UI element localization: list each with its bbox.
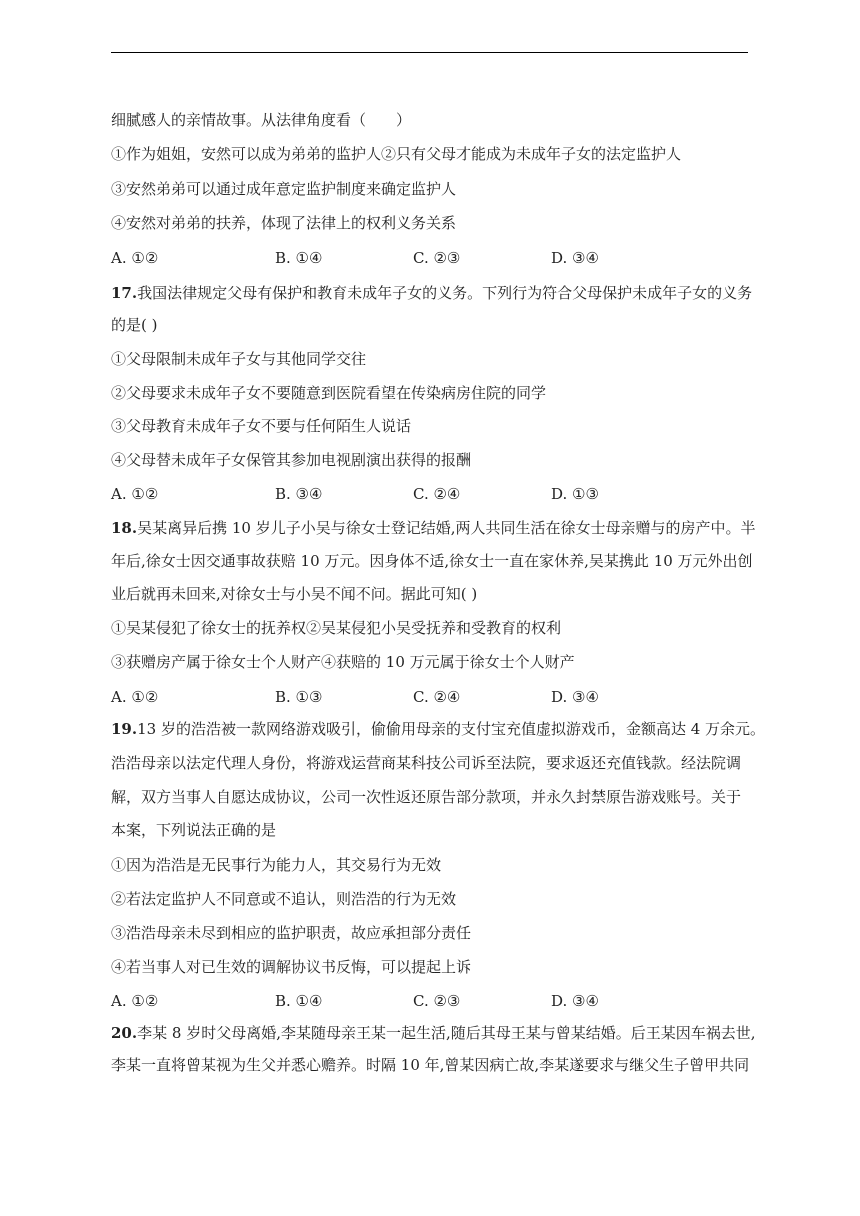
q19-stem-line-4: 本案，下列说法正确的是 <box>111 821 277 839</box>
q18-option-b: B. ①③ <box>275 688 323 706</box>
q17-option-a: A. ①② <box>111 485 159 503</box>
q19-option-d: D. ③④ <box>551 992 599 1010</box>
q18-stem-line-2: 年后,徐女士因交通事故获赔 10 万元。因身体不适,徐女士一直在家休养,吴某携此 10 万元外出创 <box>111 552 753 570</box>
q19-item-2: ②若法定监护人不同意或不追认，则浩浩的行为无效 <box>111 890 457 908</box>
q18-stem-line-1: 18.吴某离异后携 10 岁儿子小吴与徐女士登记结婚,两人共同生活在徐女士母亲赠与的房产中。半 <box>111 519 756 537</box>
q16-option-d: D. ③④ <box>551 249 599 267</box>
q16-option-c: C. ②③ <box>413 249 461 267</box>
q17-item-2: ②父母要求未成年子女不要随意到医院看望在传染病房住院的同学 <box>111 384 547 402</box>
q19-item-3: ③浩浩母亲未尽到相应的监护职责，故应承担部分责任 <box>111 924 472 942</box>
q20-stem-line-1: 20.李某 8 岁时父母离婚,李某随母亲王某一起生活,随后其母王某与曾某结婚。后王某因车祸去世, <box>111 1024 756 1042</box>
q17-option-c: C. ②④ <box>413 485 461 503</box>
q19-number: 19. <box>111 720 138 738</box>
q16-option-a: A. ①② <box>111 249 159 267</box>
q16-option-b: B. ①④ <box>275 249 323 267</box>
q18-option-a: A. ①② <box>111 688 159 706</box>
q20-stem-line-2: 李某一直将曾某视为生父并悉心赡养。时隔 10 年,曾某因病亡故,李某遂要求与继父生子曾甲共同 <box>111 1056 750 1074</box>
header-rule <box>111 52 748 53</box>
q20-number: 20. <box>111 1024 138 1042</box>
q17-item-4: ④父母替未成年子女保管其参加电视剧演出获得的报酬 <box>111 451 472 469</box>
q18-item-1: ①吴某侵犯了徐女士的抚养权②吴某侵犯小吴受抚养和受教育的权利 <box>111 619 562 637</box>
q16-stem-tail: 细腻感人的亲情故事。从法律角度看（ ） <box>111 111 412 129</box>
q17-stem-line-2: 的是( ) <box>111 316 158 334</box>
q18-option-d: D. ③④ <box>551 688 599 706</box>
q17-stem-line-1: 17.我国法律规定父母有保护和教育未成年子女的义务。下列行为符合父母保护未成年子女的义务 <box>111 284 753 302</box>
q19-item-1: ①因为浩浩是无民事行为能力人，其交易行为无效 <box>111 856 442 874</box>
q17-item-1: ①父母限制未成年子女与其他同学交往 <box>111 350 367 368</box>
q18-stem-line-3: 业后就再未回来,对徐女士与小吴不闻不问。据此可知( ) <box>111 585 478 603</box>
q17-item-3: ③父母教育未成年子女不要与任何陌生人说话 <box>111 417 412 435</box>
q18-option-c: C. ②④ <box>413 688 461 706</box>
q19-stem-line-1: 19.13 岁的浩浩被一款网络游戏吸引，偷偷用母亲的支付宝充值虚拟游戏币，金额高达 4 万余元。 <box>111 720 766 738</box>
q17-number: 17. <box>111 284 138 302</box>
q19-stem-line-3: 解，双方当事人自愿达成协议，公司一次性返还原告部分款项，并永久封禁原告游戏账号。关于 <box>111 788 742 806</box>
q16-item-1: ①作为姐姐，安然可以成为弟弟的监护人②只有父母才能成为未成年子女的法定监护人 <box>111 145 682 163</box>
q18-item-2: ③获赠房产属于徐女士个人财产④获赔的 10 万元属于徐女士个人财产 <box>111 653 575 671</box>
q19-option-a: A. ①② <box>111 992 159 1010</box>
q16-item-2: ③安然弟弟可以通过成年意定监护制度来确定监护人 <box>111 180 457 198</box>
q19-item-4: ④若当事人对已生效的调解协议书反悔，可以提起上诉 <box>111 958 472 976</box>
q19-stem-line-2: 浩浩母亲以法定代理人身份，将游戏运营商某科技公司诉至法院，要求返还充值钱款。经法院调 <box>111 754 742 772</box>
q17-option-b: B. ③④ <box>275 485 323 503</box>
q16-item-3: ④安然对弟弟的扶养，体现了法律上的权利义务关系 <box>111 214 457 232</box>
q19-option-c: C. ②③ <box>413 992 461 1010</box>
q19-option-b: B. ①④ <box>275 992 323 1010</box>
q17-option-d: D. ①③ <box>551 485 599 503</box>
q18-number: 18. <box>111 519 138 537</box>
